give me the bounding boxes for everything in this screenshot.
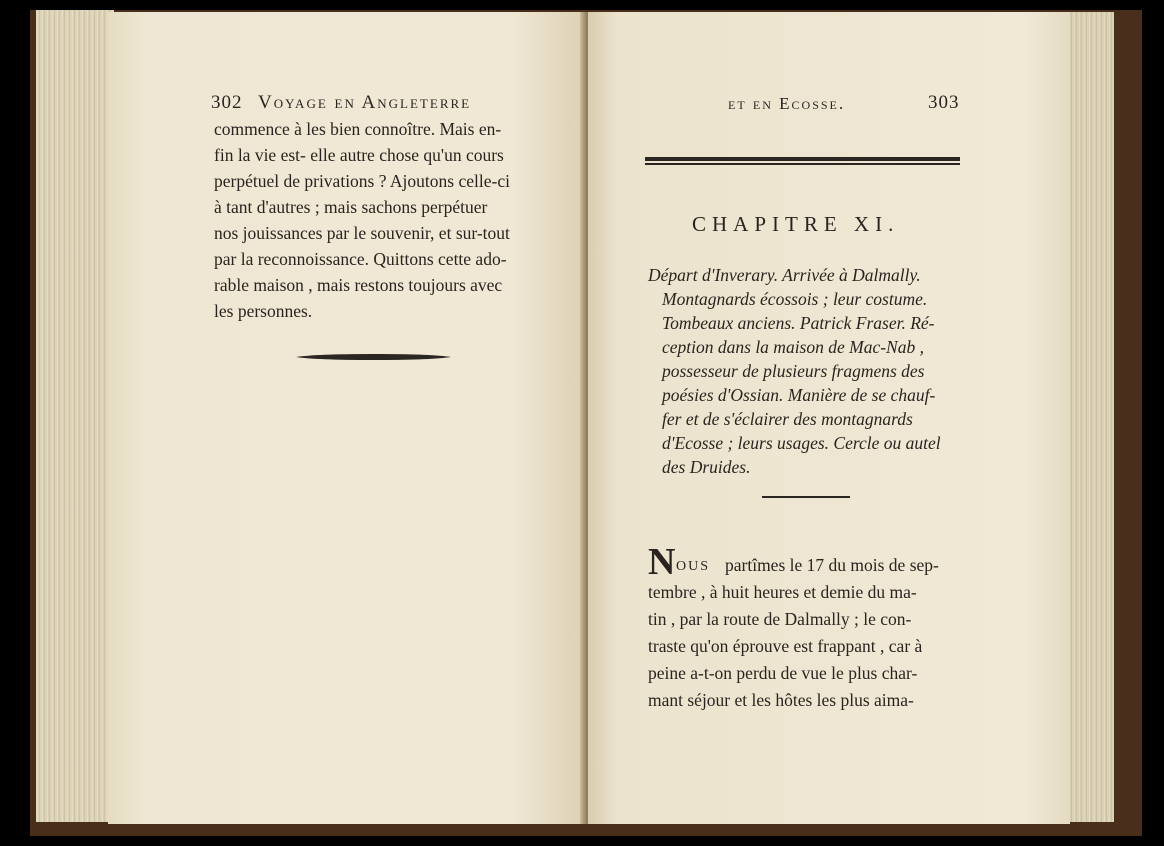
left-line-6: par la reconnoissance. Quittons cette ado- (214, 249, 507, 269)
summary-line-1: Départ d'Inverary. Arrivée à Dalmally. (648, 265, 921, 285)
left-running-head: Voyage en Angleterre (258, 92, 472, 113)
left-page-number: 302 (211, 92, 243, 113)
section-separator-rule (762, 496, 850, 498)
page-edges-right (1068, 12, 1114, 822)
chapter-rule-thick (645, 157, 960, 161)
body-line-5: peine a-t-on perdu de vue le plus char- (648, 663, 918, 683)
right-running-head: et en Ecosse. (728, 94, 846, 113)
left-page (108, 12, 584, 824)
left-line-2: fin la vie est- elle autre chose qu'un cours (214, 145, 504, 165)
left-line-3: perpétuel de privations ? Ajoutons celle-ci (214, 171, 510, 191)
summary-line-7: fer et de s'éclairer des montagnards (662, 409, 913, 429)
right-page (588, 12, 1070, 824)
drop-cap: N (648, 541, 676, 583)
right-page-number: 303 (928, 92, 960, 113)
summary-line-4: ception dans la maison de Mac-Nab , (662, 337, 924, 357)
end-ornament-rule (296, 353, 451, 361)
summary-line-6: poésies d'Ossian. Manière de se chauf- (662, 385, 936, 405)
body-line-4: traste qu'on éprouve est frappant , car à (648, 636, 923, 656)
summary-line-5: possesseur de plusieurs fragmens des (662, 361, 925, 381)
summary-line-3: Tombeaux anciens. Patrick Fraser. Ré- (662, 313, 935, 333)
body-line-3: tin , par la route de Dalmally ; le con- (648, 609, 912, 629)
body-line-1: partîmes le 17 du mois de sep- (725, 555, 939, 575)
summary-line-8: d'Ecosse ; leurs usages. Cercle ou autel (662, 433, 941, 453)
body-line-2: tembre , à huit heures et demie du ma- (648, 582, 917, 602)
left-line-7: rable maison , mais restons toujours avec (214, 275, 503, 295)
left-line-5: nos jouissances par le souvenir, et sur-tout (214, 223, 510, 243)
left-line-4: à tant d'autres ; mais sachons perpétuer (214, 197, 488, 217)
chapter-rule-thin (645, 163, 960, 165)
page-edges-left (36, 10, 114, 822)
left-line-1: commence à les bien connoître. Mais en- (214, 119, 502, 139)
first-word-rest: OUS (676, 559, 711, 574)
summary-line-2: Montagnards écossois ; leur costume. (662, 289, 928, 309)
left-line-8: les personnes. (214, 301, 313, 321)
summary-line-9: des Druides. (662, 457, 751, 477)
chapter-title: CHAPITRE XI. (692, 212, 900, 236)
body-line-6: mant séjour et les hôtes les plus aima- (648, 690, 914, 710)
